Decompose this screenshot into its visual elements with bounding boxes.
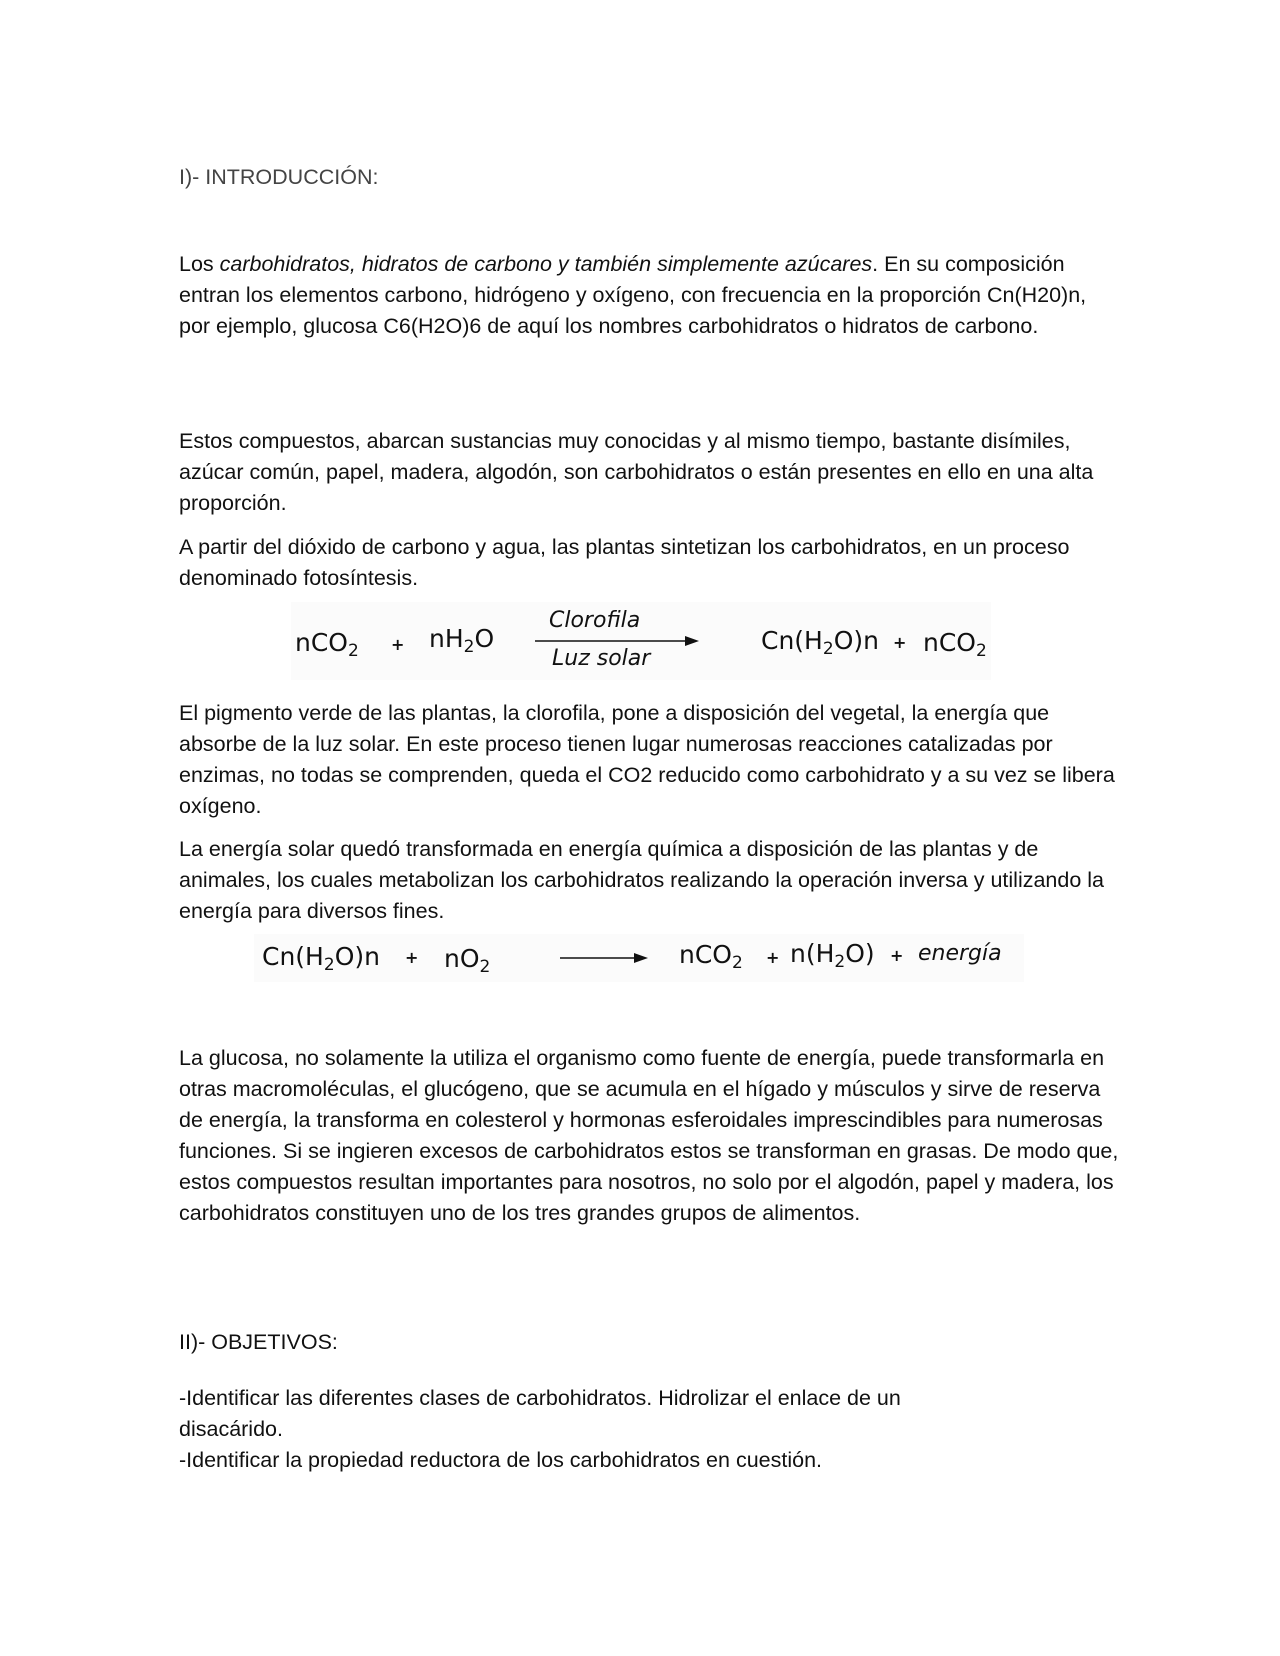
eq1-plus-2: + (893, 633, 907, 652)
paragraph-solar-energy: La energía solar quedó transformada en energía química a disposición de las plantas y de animales, los cuales metabolizan los carbohidratos realizando la operación inversa y utilizando la energía para diversos fines. (179, 837, 1105, 923)
eq1-product-carb-pre: Cn(H (761, 626, 823, 655)
eq2-product-co2-sub: 2 (731, 952, 743, 973)
eq2-reactant-o2-sub: 2 (479, 956, 491, 977)
eq1-reactant-h2o-sub: 2 (463, 636, 475, 657)
eq1-condition-sunlight: Luz solar (552, 646, 651, 671)
eq1-product-carb-sub: 2 (822, 638, 834, 659)
eq1-product-co2-base: nCO (923, 628, 976, 657)
objective-item-1-line-1: -Identificar las diferentes clases de carbohidratos. Hidrolizar el enlace de un (179, 1386, 901, 1410)
eq2-arrow-head (634, 953, 648, 963)
respiration-equation (254, 934, 1024, 982)
eq2-product-energy: energía (918, 941, 1002, 966)
paragraph-glucose: La glucosa, no solamente la utiliza el organismo como fuente de energía, puede transformarla en otras macromoléculas, el glucógeno, que se acumula en el hígado y músculos y sirve de reserva de energía, la transforma en colesterol y hormonas esferoidales imprescindibles para numerosas funciones. Si se ingieren excesos de carbohidratos estos se transforman en grasas. De modo que, estos compuestos resultan importantes para nosotros, no solo por el algodón, papel y madera, los carbohidratos constituyen uno de los tres grandes grupos de alimentos. (179, 1046, 1119, 1225)
eq2-product-co2-base: nCO (679, 940, 732, 969)
eq2-product-co2 (679, 940, 743, 973)
eq2-reactant-o2 (444, 944, 490, 977)
p1-rest-text: . En su composición entran los elementos carbono, hidrógeno y oxígeno, con frecuencia en la proporción Cn(H20)n, por ejemplo, glucosa C6(H2O)6 de aquí los nombres carbohidratos o hidratos de carbono. (179, 252, 1087, 338)
objective-item-1-line-2: disacárido. (179, 1417, 283, 1441)
paragraph-chlorophyll: El pigmento verde de las plantas, la clorofila, pone a disposición del vegetal, la energía que absorbe de la luz solar. En este proceso tienen lugar numerosas reacciones catalizadas por enzimas, no todas se comprenden, queda el CO2 reducido como carbohidrato y a su vez se libera oxígeno. (179, 701, 1115, 818)
paragraph-photosynthesis: A partir del dióxido de carbono y agua, las plantas sintetizan los carbohidratos, en un proceso denominado fotosíntesis. (179, 535, 1070, 590)
eq2-reactant-o2-base: nO (444, 944, 480, 973)
eq1-product-co2 (923, 628, 987, 661)
eq2-plus-2: + (766, 948, 780, 967)
eq1-product-carbohydrate (761, 626, 879, 659)
photosynthesis-equation (291, 602, 991, 680)
eq2-reactant-carbohydrate (262, 942, 380, 975)
eq2-reactant-carb-sub: 2 (323, 954, 335, 975)
eq1-reactant-h2o (429, 624, 494, 657)
section-heading-objectives: II)- OBJETIVOS: (179, 1330, 338, 1354)
eq1-plus-1: + (391, 635, 405, 654)
eq2-product-water-post: O) (845, 939, 875, 968)
eq1-product-co2-sub: 2 (975, 640, 987, 661)
eq1-condition-chlorophyll: Clorofila (549, 608, 641, 633)
eq2-product-water-pre: n(H (790, 939, 835, 968)
objective-item-2: -Identificar la propiedad reductora de los carbohidratos en cuestión. (179, 1448, 822, 1472)
eq1-reactant-h2o-pre: nH (429, 624, 464, 653)
paragraph-compounds: Estos compuestos, abarcan sustancias muy conocidas y al mismo tiempo, bastante disímiles, azúcar común, papel, madera, algodón, son carbohidratos o están presentes en ello en una alta proporción. (179, 429, 1094, 515)
objectives-list (179, 1383, 1119, 1476)
eq1-reactant-co2-sub: 2 (347, 640, 359, 661)
p1-lead-text: Los (179, 252, 220, 276)
section-heading-introduction: I)- INTRODUCCIÓN: (179, 165, 379, 189)
eq2-reactant-carb-post: O)n (334, 942, 380, 971)
eq1-reactant-co2-base: nCO (295, 628, 348, 657)
p1-italic-terms: carbohidratos, hidratos de carbono y también simplemente azúcares (219, 252, 873, 276)
eq1-arrow-head (685, 636, 699, 646)
eq2-reaction-arrow (560, 951, 648, 965)
eq2-plus-3: + (890, 946, 904, 965)
paragraph-carbohydrates-definition (179, 249, 1119, 342)
eq1-product-carb-post: O)n (833, 626, 879, 655)
eq2-product-water (790, 939, 875, 972)
eq2-reactant-carb-pre: Cn(H (262, 942, 324, 971)
eq1-reactant-co2 (295, 628, 359, 661)
eq2-product-water-sub: 2 (834, 951, 846, 972)
eq2-plus-1: + (405, 948, 419, 967)
eq1-reactant-h2o-post: O (474, 624, 495, 653)
